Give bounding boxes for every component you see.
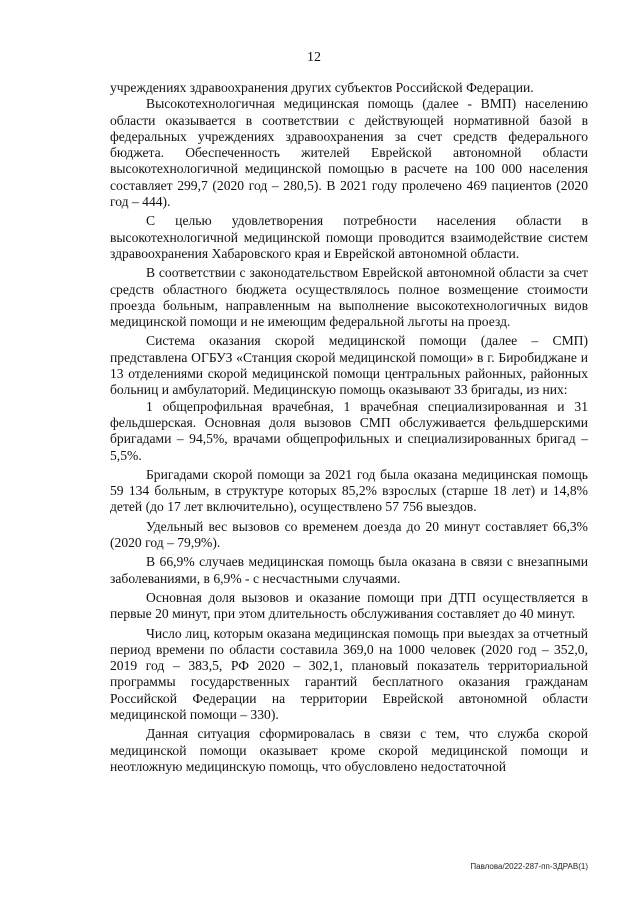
document-code: Павлова/2022-287-пп-ЗДРАВ(1) bbox=[470, 862, 588, 871]
paragraph-persons-served: Число лиц, которым оказана медицинская помощь при выездах за отчетный период времени по области составила 369,0 на 1000 человек (2020 год – 352,0, 2019 год – 383,5, РФ 2020 – 302,1, плановый показатель территориальной программы государственных гарантий бесплатного оказания гражданам Российской Федерации на территории Еврейской автономной области медицинской помощи – 330). bbox=[110, 625, 588, 722]
page-number: 12 bbox=[307, 50, 321, 65]
paragraph-patients-served: Бригадами скорой помощи за 2021 год была оказана медицинская помощь 59 134 больным, в структуре которых 85,2% взрослых (старше 18 лет) и 14,8% детей (до 17 лет включительно), осуществлено 57 756 выездов. bbox=[110, 466, 588, 515]
paragraph-arrival-time: Удельный вес вызовов со временем доезда до 20 минут составляет 66,3% (2020 год – 79,9%). bbox=[110, 518, 588, 551]
paragraph-road-accidents: Основная доля вызовов и оказание помощи при ДТП осуществляется в первые 20 минут, при этом длительность обслуживания составляет до 40 минут. bbox=[110, 589, 588, 622]
paragraph-travel-compensation: В соответствии с законодательством Еврейской автономной области за счет средств областного бюджета осуществлялось полное возмещение стоимости проезда больным, направленным на выполнение высокотехнологичных видов медицинской помощи и не имеющим федеральной льготы на проезд. bbox=[110, 265, 588, 330]
paragraph-brigades: 1 общепрофильная врачебная, 1 врачебная специализированная и 31 фельдшерская. Основная доля вызовов СМП обслуживается фельдшерскими бригадами – 94,5%, врачами общепрофильных и специализированных бригад – 5,5%. bbox=[110, 398, 588, 463]
paragraph-cooperation: С целью удовлетворения потребности населения области в высокотехнологичной медицинской помощи проводится взаимодействие систем здравоохранения Хабаровского края и Еврейской автономной области. bbox=[110, 213, 588, 261]
document-body bbox=[110, 80, 588, 775]
paragraph-case-structure: В 66,9% случаев медицинская помощь была оказана в связи с внезапными заболеваниями, в 6,9% - с несчастными случаями. bbox=[110, 554, 588, 586]
paragraph-smp-system: Система оказания скорой медицинской помощи (далее – СМП) представлена ОГБУЗ «Станция скорой медицинской помощи» в г. Биробиджане и 13 отделениями скорой медицинской помощи центральных районных, районных больниц и амбулаторий. Медицинскую помощь оказывают 33 бригады, из них: bbox=[110, 333, 588, 398]
paragraph-situation: Данная ситуация сформировалась в связи с тем, что служба скорой медицинской помощи оказывает кроме скорой медицинской помощи и неотложную медицинскую помощь, что обусловлено недостаточной bbox=[110, 726, 588, 774]
paragraph-vmp: Высокотехнологичная медицинская помощь (далее - ВМП) населению области оказывается в соответствии с действующей нормативной базой в федеральных учреждениях здравоохранения за счет средств федерального бюджета. Обеспеченность жителей Еврейской автономной области высокотехнологичной медицинской помощью в расчете на 100 000 населения составляет 299,7 (2020 год – 280,5). В 2021 году пролечено 469 пациентов (2020 год – 444). bbox=[110, 96, 588, 210]
paragraph-continuation: учреждениях здравоохранения других субъектов Российской Федерации. bbox=[110, 80, 534, 95]
